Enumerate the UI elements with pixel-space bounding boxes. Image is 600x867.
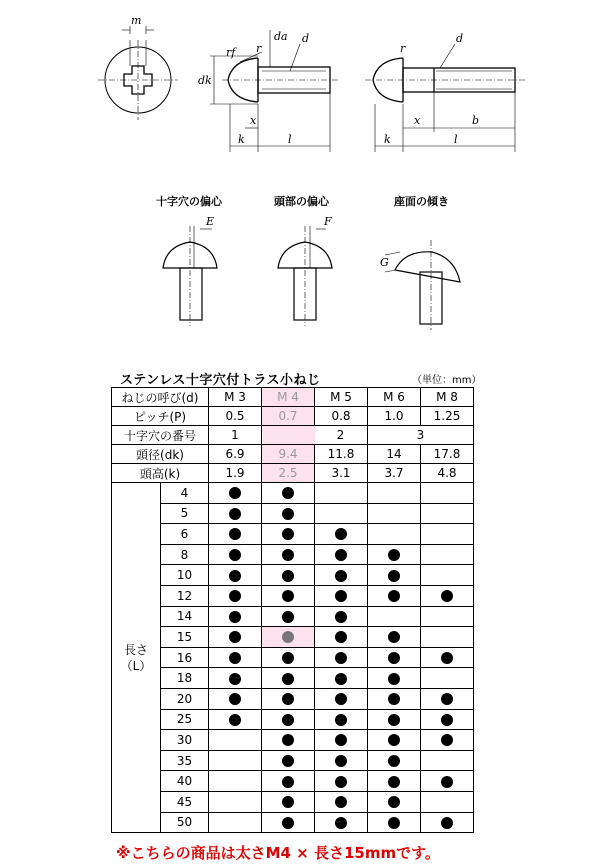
row-head-height <box>112 464 474 483</box>
dim-label-dk: dk <box>198 74 212 87</box>
k-label: 頭高(k) <box>112 464 209 483</box>
availability-dot <box>229 487 241 499</box>
availability-cell <box>315 647 368 668</box>
cross-cell: 3 <box>368 426 474 445</box>
availability-cell <box>368 688 421 709</box>
availability-cell <box>421 585 474 606</box>
availability-dot <box>388 734 400 746</box>
availability-dot <box>335 528 347 540</box>
length-value: 40 <box>161 771 209 792</box>
screw-head-side <box>228 58 258 102</box>
availability-cell <box>315 730 368 751</box>
availability-cell <box>315 585 368 606</box>
dim-label-d: d <box>302 32 310 45</box>
availability-cell <box>421 524 474 545</box>
caption-seat-tilt: 座面の傾き <box>394 195 449 208</box>
availability-cell <box>315 668 368 689</box>
length-row <box>112 668 474 689</box>
availability-cell <box>315 771 368 792</box>
availability-dot <box>388 796 400 808</box>
availability-cell <box>209 585 262 606</box>
availability-cell <box>209 771 262 792</box>
dk-cell: 6.9 <box>209 445 262 464</box>
availability-dot <box>335 549 347 561</box>
length-unit-label: （L） <box>120 658 152 673</box>
dim-label-rf: rf <box>226 46 236 59</box>
availability-cell <box>262 627 315 648</box>
dk-cell: 14 <box>368 445 421 464</box>
availability-cell <box>421 730 474 751</box>
spec-table <box>111 387 474 833</box>
availability-dot <box>335 776 347 788</box>
availability-dot <box>335 755 347 767</box>
availability-dot <box>441 693 453 705</box>
pitch-cell-selected: 0.7 <box>262 407 315 426</box>
availability-cell <box>262 565 315 586</box>
length-row <box>112 524 474 545</box>
cross-cell: 2 <box>262 426 368 445</box>
availability-cell <box>262 544 315 565</box>
availability-dot <box>335 631 347 643</box>
availability-cell <box>209 544 262 565</box>
availability-dot <box>282 673 294 685</box>
availability-dot <box>282 817 294 829</box>
row-cross-recess <box>112 426 474 445</box>
availability-cell <box>368 709 421 730</box>
length-value: 10 <box>161 565 209 586</box>
availability-dot <box>229 652 241 664</box>
availability-dot <box>282 755 294 767</box>
availability-cell <box>315 524 368 545</box>
availability-dot <box>282 549 294 561</box>
length-value: 18 <box>161 668 209 689</box>
length-value: 25 <box>161 709 209 730</box>
length-value: 20 <box>161 688 209 709</box>
availability-cell <box>368 750 421 771</box>
dim-label-d2: d <box>456 32 464 45</box>
availability-dot <box>229 673 241 685</box>
length-row <box>112 750 474 771</box>
availability-dot <box>335 570 347 582</box>
availability-cell <box>421 812 474 833</box>
availability-dot <box>229 508 241 520</box>
availability-cell <box>368 544 421 565</box>
availability-cell <box>262 668 315 689</box>
length-rows <box>112 483 474 833</box>
technical-drawing <box>0 0 600 340</box>
length-row <box>112 627 474 648</box>
length-value: 50 <box>161 812 209 833</box>
dim-label-b: b <box>472 114 480 127</box>
availability-dot <box>388 673 400 685</box>
availability-dot <box>229 714 241 726</box>
availability-dot <box>335 796 347 808</box>
availability-cell <box>315 606 368 627</box>
availability-cell <box>368 668 421 689</box>
availability-dot <box>388 693 400 705</box>
length-row <box>112 503 474 524</box>
dim-label-r2: r <box>400 42 406 55</box>
availability-cell <box>368 524 421 545</box>
availability-dot <box>388 817 400 829</box>
fig-seat-tilt-head <box>395 252 460 282</box>
availability-dot <box>388 590 400 602</box>
pitch-label: ピッチ(P) <box>112 407 209 426</box>
dim-label-k: k <box>238 133 245 146</box>
availability-cell <box>368 771 421 792</box>
availability-dot <box>282 611 294 623</box>
dim-label-g: G <box>380 256 389 269</box>
availability-dot <box>441 734 453 746</box>
availability-cell <box>209 709 262 730</box>
dim-label-x2: x <box>414 114 421 127</box>
dim-label-k2: k <box>384 133 391 146</box>
length-value: 16 <box>161 647 209 668</box>
availability-dot <box>388 652 400 664</box>
availability-cell <box>315 627 368 648</box>
availability-cell <box>209 483 262 504</box>
length-value: 30 <box>161 730 209 751</box>
availability-dot <box>282 487 294 499</box>
length-row <box>112 709 474 730</box>
availability-dot <box>282 570 294 582</box>
length-value: 5 <box>161 503 209 524</box>
size-cell: M 5 <box>315 388 368 407</box>
availability-cell <box>421 627 474 648</box>
row-pitch <box>112 407 474 426</box>
length-row <box>112 791 474 812</box>
dim-label-m: m <box>131 14 142 27</box>
availability-cell <box>421 771 474 792</box>
availability-dot <box>229 549 241 561</box>
availability-cell <box>262 647 315 668</box>
availability-dot <box>229 590 241 602</box>
length-value: 15 <box>161 627 209 648</box>
availability-cell <box>421 647 474 668</box>
availability-cell <box>262 730 315 751</box>
availability-cell <box>368 606 421 627</box>
availability-dot <box>282 776 294 788</box>
availability-cell <box>421 668 474 689</box>
footer-note: ※こちらの商品は太さM4 × 長さ15mmです。 <box>116 844 440 862</box>
availability-dot <box>335 673 347 685</box>
selected-availability-dot <box>282 631 294 643</box>
length-row <box>112 585 474 606</box>
availability-dot <box>441 817 453 829</box>
availability-dot <box>335 590 347 602</box>
availability-dot <box>229 631 241 643</box>
length-row <box>112 688 474 709</box>
availability-cell <box>368 483 421 504</box>
availability-cell <box>315 812 368 833</box>
availability-dot <box>388 631 400 643</box>
availability-cell <box>262 750 315 771</box>
availability-cell <box>209 627 262 648</box>
availability-dot <box>229 693 241 705</box>
availability-dot <box>282 796 294 808</box>
k-cell-selected: 2.5 <box>262 464 315 483</box>
size-cell-selected: M 4 <box>262 388 315 407</box>
availability-cell <box>421 606 474 627</box>
availability-cell <box>421 750 474 771</box>
pitch-cell: 0.8 <box>315 407 368 426</box>
table-title: ステンレス十字穴付トラス小ねじ <box>120 373 321 388</box>
length-value: 14 <box>161 606 209 627</box>
availability-cell <box>209 503 262 524</box>
availability-cell <box>368 647 421 668</box>
availability-dot <box>388 776 400 788</box>
cross-cell: 1 <box>209 426 262 445</box>
availability-dot <box>282 508 294 520</box>
availability-cell <box>262 524 315 545</box>
availability-dot <box>441 776 453 788</box>
dk-cell: 17.8 <box>421 445 474 464</box>
length-value: 12 <box>161 585 209 606</box>
availability-cell <box>421 791 474 812</box>
availability-cell <box>209 647 262 668</box>
availability-cell <box>262 812 315 833</box>
size-cell: M 6 <box>368 388 421 407</box>
availability-dot <box>441 652 453 664</box>
availability-cell <box>262 503 315 524</box>
availability-cell <box>315 503 368 524</box>
length-value: 6 <box>161 524 209 545</box>
availability-cell <box>315 565 368 586</box>
availability-dot <box>388 549 400 561</box>
length-row <box>112 730 474 751</box>
dk-cell: 11.8 <box>315 445 368 464</box>
availability-dot <box>229 528 241 540</box>
length-value: 35 <box>161 750 209 771</box>
availability-dot <box>282 652 294 664</box>
availability-dot <box>441 714 453 726</box>
length-row <box>112 544 474 565</box>
availability-cell <box>262 709 315 730</box>
availability-cell <box>262 771 315 792</box>
dk-cell-selected: 9.4 <box>262 445 315 464</box>
length-value: 45 <box>161 791 209 812</box>
availability-cell <box>209 524 262 545</box>
availability-cell <box>315 709 368 730</box>
dk-label: 頭径(dk) <box>112 445 209 464</box>
unit-note: （単位：mm） <box>412 375 482 386</box>
availability-cell <box>368 791 421 812</box>
availability-cell <box>315 688 368 709</box>
k-cell: 4.8 <box>421 464 474 483</box>
dim-label-l2: l <box>454 133 458 146</box>
availability-cell <box>315 483 368 504</box>
dim-label-r: r <box>256 42 262 55</box>
pitch-cell: 1.0 <box>368 407 421 426</box>
pitch-cell: 1.25 <box>421 407 474 426</box>
availability-dot <box>282 714 294 726</box>
availability-dot <box>282 734 294 746</box>
availability-cell <box>209 730 262 751</box>
availability-cell <box>262 606 315 627</box>
k-cell: 1.9 <box>209 464 262 483</box>
availability-cell <box>368 503 421 524</box>
length-value: 4 <box>161 483 209 504</box>
availability-dot <box>335 693 347 705</box>
availability-dot <box>229 570 241 582</box>
size-label: ねじの呼び(d) <box>112 388 209 407</box>
availability-cell <box>262 585 315 606</box>
caption-cross-offset: 十字穴の偏心 <box>156 195 222 208</box>
availability-cell <box>368 627 421 648</box>
length-row <box>112 565 474 586</box>
availability-cell <box>315 791 368 812</box>
availability-cell <box>315 544 368 565</box>
length-value: 8 <box>161 544 209 565</box>
row-size <box>112 388 474 407</box>
size-cell: M 8 <box>421 388 474 407</box>
availability-dot <box>441 590 453 602</box>
caption-head-offset: 頭部の偏心 <box>274 195 329 208</box>
availability-cell <box>262 483 315 504</box>
availability-cell <box>368 585 421 606</box>
length-label: 長さ <box>123 642 148 657</box>
length-row <box>112 483 474 504</box>
availability-dot <box>282 528 294 540</box>
availability-cell <box>421 544 474 565</box>
availability-cell <box>421 688 474 709</box>
availability-dot <box>335 611 347 623</box>
dim-label-f: F <box>324 215 332 228</box>
length-axis-label <box>112 483 161 833</box>
availability-cell <box>209 812 262 833</box>
availability-dot <box>388 714 400 726</box>
size-cell: M 3 <box>209 388 262 407</box>
dim-label-l: l <box>288 133 292 146</box>
availability-cell <box>368 565 421 586</box>
availability-dot <box>335 734 347 746</box>
pitch-cell: 0.5 <box>209 407 262 426</box>
availability-dot <box>229 611 241 623</box>
k-cell: 3.7 <box>368 464 421 483</box>
k-cell: 3.1 <box>315 464 368 483</box>
availability-cell <box>421 483 474 504</box>
availability-cell <box>315 750 368 771</box>
availability-cell <box>209 668 262 689</box>
availability-dot <box>282 693 294 705</box>
availability-cell <box>262 791 315 812</box>
availability-dot <box>388 755 400 767</box>
cross-label: 十字穴の番号 <box>112 426 209 445</box>
availability-cell <box>368 730 421 751</box>
availability-dot <box>335 652 347 664</box>
availability-cell <box>209 688 262 709</box>
availability-cell <box>209 791 262 812</box>
availability-dot <box>282 590 294 602</box>
availability-cell <box>209 565 262 586</box>
dim-label-e: E <box>206 215 215 228</box>
dim-label-da: da <box>274 30 288 43</box>
availability-dot <box>388 570 400 582</box>
availability-cell <box>421 503 474 524</box>
row-head-diameter <box>112 445 474 464</box>
availability-cell <box>262 688 315 709</box>
availability-dot <box>335 714 347 726</box>
length-row <box>112 606 474 627</box>
availability-cell <box>209 750 262 771</box>
availability-cell <box>209 606 262 627</box>
availability-dot <box>335 817 347 829</box>
availability-cell <box>368 812 421 833</box>
availability-cell <box>421 565 474 586</box>
length-row <box>112 647 474 668</box>
length-row <box>112 812 474 833</box>
dim-label-x: x <box>250 114 257 127</box>
availability-cell <box>421 709 474 730</box>
length-row <box>112 771 474 792</box>
